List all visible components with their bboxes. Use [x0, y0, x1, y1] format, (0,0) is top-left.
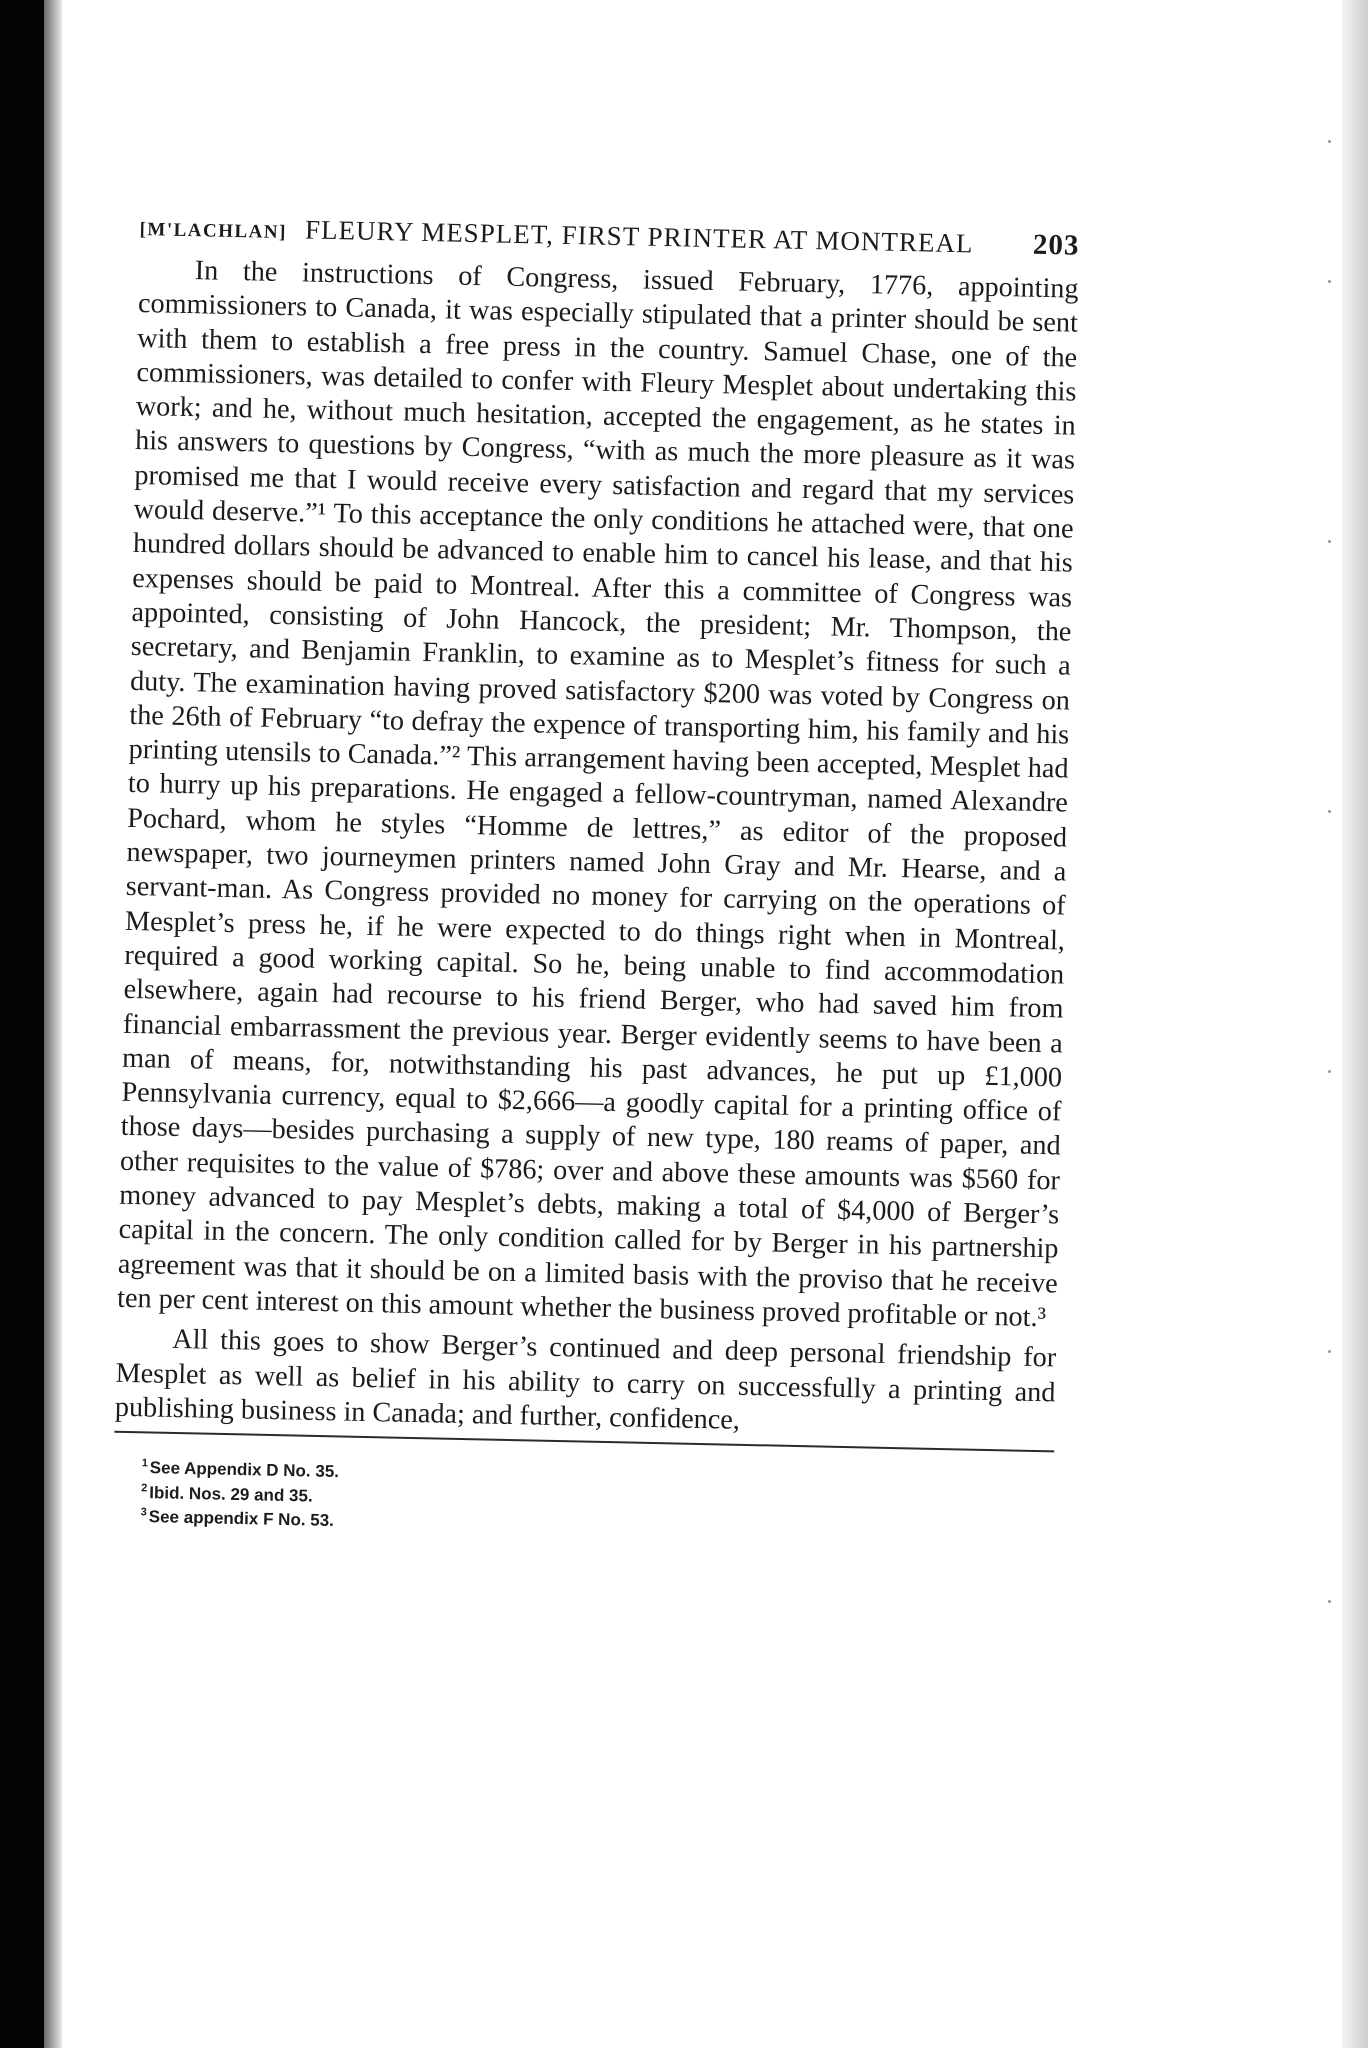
scan-left-shadow — [44, 0, 62, 2048]
footnotes — [140, 1453, 1053, 1546]
footnote-1-mark: 1 — [141, 1457, 149, 1470]
footnote-3-mark: 3 — [140, 1506, 147, 1519]
scan-left-border — [0, 0, 44, 2048]
running-head-title: FLEURY MESPLET, FIRST PRINTER AT MONTREAL — [304, 214, 974, 259]
page-number: 203 — [1032, 228, 1080, 262]
footnote-2-text: Ibid. Nos. 29 and 35. — [149, 1482, 313, 1506]
paragraph-2: All this goes to show Berger’s continued and deep personal friendship for Mesplet as well as belief in his ability to carry on successfully a printing and publishing business in Canada; and further, confidence, — [114, 1324, 1057, 1436]
running-head-author: [M'LACHLAN] — [139, 218, 288, 244]
book-page — [112, 210, 1079, 1546]
running-head — [139, 210, 1079, 263]
paragraph-1: In the instructions of Congress, issued February, 1776, appointing commissioners to Canada, it was especially stipulated that a printer should be sent with them to establish a free press in the country. Samuel Chase, one of the commissioners, was detailed to confer with Fleury Mesplet about undertaking this work; and he, without much hesitation, accepted the engagement, as he states in his answers to questions by Congress, “with as much the more pleasure as it was promised me that I would receive every satisfaction and regard that my services would deserve.”¹ To this acceptance the only conditions he attached were, that one hundred dollars should be advanced to enable him to cancel his lease, and that his expenses should be paid to Montreal. After this a committee of Congress was appointed, consisting of John Hancock, the president; Mr. Thompson, the secretary, and Benjamin Franklin, to examine as to Mesplet’s fitness for such a duty. The examination having proved satisfactory $200 was voted by Congress on the 26th of February “to defray the expence of transporting him, his family and his printing utensils to Canada.”² This arrangement having been accepted, Mesplet had to hurry up his preparations. He engaged a fellow-countryman, named Alexandre Pochard, whom he styles “Homme de lettres,” as editor of the proposed newspaper, two journeymen printers named John Gray and Mr. Hearse, and a servant-man. As Congress provided no money for carrying on the operations of Mesplet’s press he, if he were expected to do things right when in Montreal, required a good working capital. So he, being unable to find accommodation elsewhere, again had recourse to his friend Berger, who had saved him from financial embarrassment the previous year. Berger evidently seems to have been a man of means, for, notwithstanding his past advances, he put up £1,000 Pennsylvania currency, equal to $2,666—a goodly capital for a printing office of those days—besides purchasing a supply of new type, 180 reams of paper, and other requisites to the value of $786; over and above these amounts was $560 for money advanced to pay Mesplet’s debts, making a total of $4,000 of Berger’s capital in the concern. The only condition called for by Berger in his partnership agreement was that it should be on a limited basis with the proviso that he receive ten per cent interest on this amount whether the business proved profitable or not.³ — [116, 255, 1079, 1334]
footnote-2-mark: 2 — [141, 1482, 148, 1495]
body-text — [115, 253, 1079, 1445]
scan-noise — [1328, 120, 1334, 1820]
scan-right-border — [1342, 0, 1368, 2048]
footnote-1-text: See Appendix D No. 35. — [149, 1458, 340, 1482]
footnote-3-text: See appendix F No. 53. — [148, 1507, 335, 1531]
